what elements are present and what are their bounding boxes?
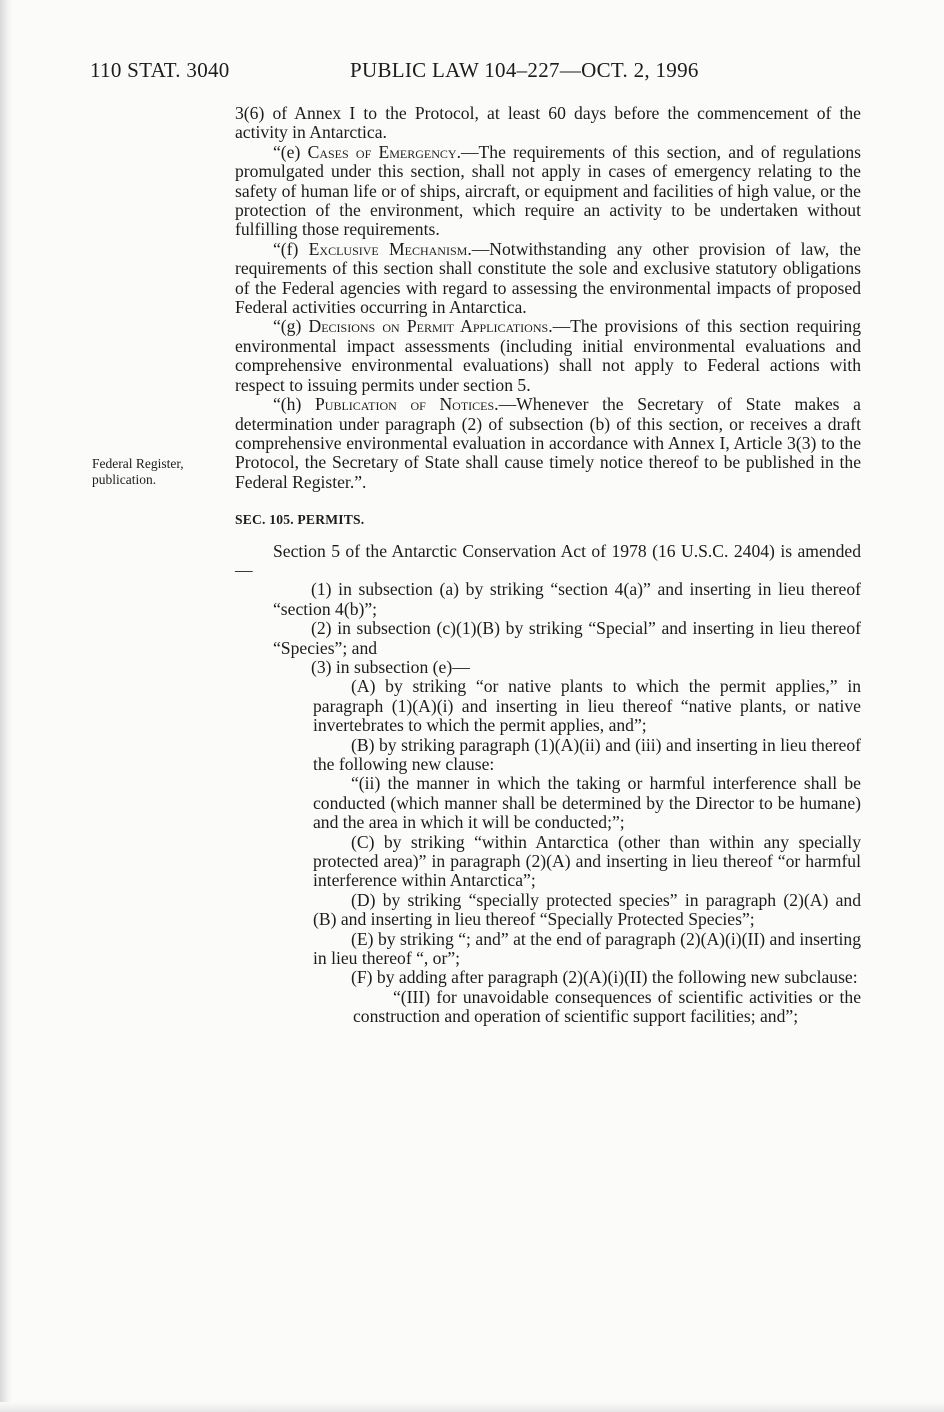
sub-list-item: (B) by striking paragraph (1)(A)(ii) and (iii) and inserting in lieu thereof the following new clause: xyxy=(313,734,861,774)
subsection-text: .—The requirements of this section, and of regulations promulgated under this section, shall not apply in cases of emergency relating to the safety of human life or of ships, aircraft, or equipment and facilities of high value, or the protection of the environment, which require an activity to be undertaken without fulfilling those requirements. xyxy=(235,141,861,240)
subsection-open: “(f) xyxy=(273,238,309,259)
list-item: (1) in subsection (a) by striking “section 4(a)” and inserting in lieu thereof “section 4(b)”; xyxy=(273,579,861,619)
sub-list-item: (D) by striking “specially protected species” in paragraph (2)(A) and (B) and inserting in lieu thereof “Specially Protected Species”; xyxy=(313,889,861,930)
subsection-f xyxy=(235,240,861,318)
subsection-text: .—Whenever the Secretary of State makes a determination under paragraph (2) of subsection (b) of this section, or receives a draft comprehensive environmental evaluation in accordance with Annex I, Article 3(3) to the Protocol, the Secretary of State shall cause timely notice thereof to be published in the Federal Register.”. xyxy=(235,394,861,492)
subsection-h xyxy=(235,395,861,492)
paragraph-continuation: 3(6) of Annex I to the Protocol, at least 60 days before the commencement of the activity in Antarctica. xyxy=(235,103,861,143)
running-head: PUBLIC LAW 104–227—OCT. 2, 1996 xyxy=(350,58,699,82)
margin-note-line: publication. xyxy=(92,472,157,487)
margin-note-line: Federal Register, xyxy=(92,456,184,471)
sub-list-item: (A) by striking “or native plants to which the permit applies,” in paragraph (1)(A)(i) and inserting in lieu thereof “native plants, or native invertebrates to which the permit applies, and”; xyxy=(313,676,861,736)
section-intro: Section 5 of the Antarctic Conservation Act of 1978 (16 U.S.C. 2404) is amended— xyxy=(235,540,861,580)
subsection-open: “(h) xyxy=(273,394,315,415)
body-text xyxy=(235,104,861,1027)
margin-note xyxy=(92,456,222,488)
section-heading: SEC. 105. PERMITS. xyxy=(235,512,365,528)
scan-bottom-edge xyxy=(0,1402,944,1412)
subsection-text: .—Notwithstanding any other provision of law, the requirements of this section shall constitute the sole and exclusive statutory obligations of the Federal agencies with regard to assessing the environmental impacts of proposed Federal activities occurring in Antarctica. xyxy=(235,238,861,318)
page-header xyxy=(90,58,860,88)
quoted-subclause: “(III) for unavoidable consequences of scientific activities or the construction and operation of scientific support facilities; and”; xyxy=(353,986,861,1027)
sub-list-item: (C) by striking “within Antarctica (other than within any specially protected area)” in paragraph (2)(A) and inserting in lieu thereof “or harmful interference within Antarctica”; xyxy=(313,831,861,891)
subsection-open: “(g) xyxy=(273,316,309,337)
sub-list-item: (F) by adding after paragraph (2)(A)(i)(II) the following new subclause: xyxy=(351,967,858,988)
list-item: (3) in subsection (e)— xyxy=(311,656,470,677)
subsection-heading: Publication of Notices xyxy=(315,394,495,415)
scan-edge-shadow xyxy=(0,0,12,1412)
subsection-open: “(e) xyxy=(273,141,308,162)
subsection-heading: Cases of Emergency xyxy=(307,141,457,162)
quoted-clause: “(ii) the manner in which the taking or harmful interference shall be conducted (which manner shall be determined by the Director to be humane) and the area in which it will be conducted;”; xyxy=(313,773,861,833)
subsection-e xyxy=(235,143,861,240)
sub-list-item: (E) by striking “; and” at the end of paragraph (2)(A)(i)(II) and inserting in lieu thereof “, or”; xyxy=(313,928,861,969)
subsection-g xyxy=(235,317,861,395)
subsection-heading: Exclusive Mechanism xyxy=(308,238,468,259)
subsection-text: .—The provisions of this section requiring environmental impact assessments (including initial environmental evaluations and comprehensive environmental evaluations) shall not apply to Federal actions with respect to issuing permits under section 5. xyxy=(235,316,861,395)
list-item: (2) in subsection (c)(1)(B) by striking “Special” and inserting in lieu thereof “Species”; and xyxy=(273,618,861,658)
page-number: 110 STAT. 3040 xyxy=(90,58,230,82)
subsection-heading: Decisions on Permit Applications xyxy=(308,316,549,337)
